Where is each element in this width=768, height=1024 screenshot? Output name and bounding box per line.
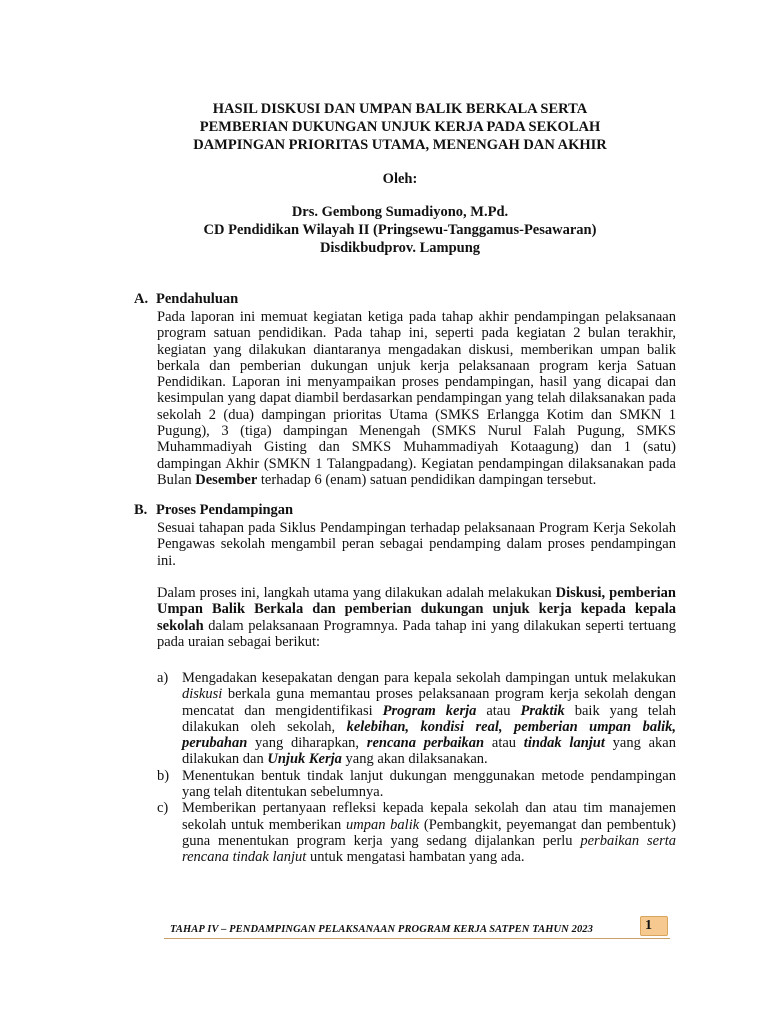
list-item bbox=[157, 670, 676, 768]
document-title bbox=[100, 100, 700, 154]
list-marker: a) bbox=[157, 670, 169, 686]
section-b-paragraph-2 bbox=[157, 585, 676, 650]
author-block bbox=[100, 203, 700, 257]
page-footer: TAHAP IV – PENDAMPINGAN PELAKSANAAN PROGRAM KERJA SATPEN TAHUN 2023 bbox=[170, 924, 593, 935]
paragraph-bold-text: Diskusi, pemberian Umpan Balik Berkala dan pemberian dukungan unjuk kerja kepada kepala sekolah bbox=[157, 585, 676, 634]
section-b-heading bbox=[134, 502, 293, 519]
title-line: DAMPINGAN PRIORITAS UTAMA, MENENGAH DAN AKHIR bbox=[193, 137, 607, 153]
process-list bbox=[157, 670, 676, 866]
list-marker: b) bbox=[157, 767, 170, 784]
page-number-badge: 1 bbox=[640, 916, 668, 936]
paragraph-text: Dalam proses ini, langkah utama yang dilakukan adalah melakukan bbox=[157, 585, 556, 601]
paragraph-text: dalam pelaksanaan Programnya. Pada tahap ini yang dilakukan seperti tertuang pada uraian sebagai berikut: bbox=[157, 617, 676, 650]
list-text: (Pembangkit, peyemangat dan pembentuk) guna menentukan program kerja yang sedang dijalankan perlu bbox=[182, 816, 677, 849]
list-text: yang akan dilakukan dan bbox=[182, 735, 676, 768]
author-name: Drs. Gembong Sumadiyono, M.Pd. bbox=[291, 204, 509, 220]
paragraph-text: Pada laporan ini memuat kegiatan ketiga pada tahap akhir pendampingan pelaksanaan program satuan pendidikan. Pada tahap ini, seperti pada kegiatan 2 bulan terakhir, kegiatan yang dilakukan diantaranya mengadakan diskusi, memberikan umpan balik berkala dan pemberian dukungan unjuk kerja pelaksanaan program kerja Satuan Pendidikan. Laporan ini menyampaikan proses pendampingan, hasil yang dicapai dan kesimpulan yang dapat diambil berdasarkan pendampingan yang telah dilaksanakan pada sekolah 2 (dua) dampingan prioritas Utama (SMKS Erlangga Kotim dan SMKN 1 Pugung), 3 (tiga) dampingan Menengah (SMKS Nurul Falah Pugung, SMKS Muhammadiyah Gisting dan SMKS Muhammadiyah Kotaagung) dan 1 (satu) dampingan Akhir (SMKN 1 Talangpadang). Kegiatan pendampingan dilaksanakan pada Bulan bbox=[157, 309, 676, 488]
footer-divider bbox=[164, 938, 670, 939]
list-item bbox=[157, 768, 676, 801]
list-text: atau bbox=[476, 702, 521, 719]
section-title: Pendahuluan bbox=[156, 291, 239, 307]
title-line: PEMBERIAN DUKUNGAN UNJUK KERJA PADA SEKOLAH bbox=[199, 119, 601, 135]
list-text: atau bbox=[484, 735, 524, 752]
section-b-paragraph-1: Sesuai tahapan pada Siklus Pendampingan terhadap pelaksanaan Program Kerja Sekolah Pengawas sekolah mengambil peran sebagai pendamping dalam proses pendampingan ini. bbox=[157, 520, 676, 569]
list-text: yang akan dilaksanakan. bbox=[341, 751, 488, 768]
title-line: HASIL DISKUSI DAN UMPAN BALIK BERKALA SERTA bbox=[212, 101, 588, 117]
oleh-label: Oleh: bbox=[382, 171, 418, 187]
section-letter: A. bbox=[134, 291, 149, 307]
paragraph-text: terhadap 6 (enam) satuan pendidikan dampingan tersebut. bbox=[257, 471, 597, 488]
list-bold-italic-text: tindak lanjut bbox=[523, 735, 605, 752]
paragraph-bold-text: Desember bbox=[195, 471, 258, 488]
list-text: Memberikan pertanyaan refleksi kepada kepala sekolah dan atau tim manajemen sekolah untuk memberikan bbox=[182, 800, 676, 833]
list-italic-text: diskusi bbox=[182, 686, 223, 703]
list-text: untuk mengatasi hambatan yang ada. bbox=[306, 849, 525, 866]
list-bold-italic-text: rencana perbaikan bbox=[366, 735, 485, 752]
list-italic-text: umpan balik bbox=[345, 816, 420, 833]
list-bold-italic-text: kelebihan, kondisi real, pemberian umpan balik, perubahan bbox=[182, 718, 677, 752]
list-bold-italic-text: Unjuk Kerja bbox=[267, 751, 342, 768]
author-org: Disdikbudprov. Lampung bbox=[319, 240, 481, 256]
list-text: berkala guna memantau proses pelaksanaan program kerja sekolah dengan mencatat dan mengidentifikasi bbox=[182, 686, 676, 719]
section-letter: B. bbox=[134, 502, 148, 518]
list-text: Menentukan bentuk tindak lanjut dukungan menggunakan metode pendampingan yang telah ditentukan sebelumnya. bbox=[182, 767, 676, 801]
section-a-paragraph bbox=[157, 309, 676, 488]
author-role: CD Pendidikan Wilayah II (Pringsewu-Tanggamus-Pesawaran) bbox=[203, 222, 597, 238]
list-text: Mengadakan kesepakatan dengan para kepala sekolah dampingan untuk melakukan bbox=[182, 670, 676, 686]
section-title: Proses Pendampingan bbox=[156, 502, 294, 518]
list-bold-italic-text: Program kerja bbox=[382, 702, 477, 719]
list-bold-italic-text: Praktik bbox=[520, 702, 565, 719]
list-item bbox=[157, 800, 676, 865]
list-text: yang diharapkan, bbox=[247, 735, 367, 752]
section-a-heading bbox=[134, 291, 238, 308]
list-italic-text: perbaikan serta rencana tindak lanjut bbox=[182, 832, 676, 866]
list-marker: c) bbox=[157, 800, 169, 817]
list-text: baik yang telah dilakukan oleh sekolah, bbox=[182, 702, 677, 735]
